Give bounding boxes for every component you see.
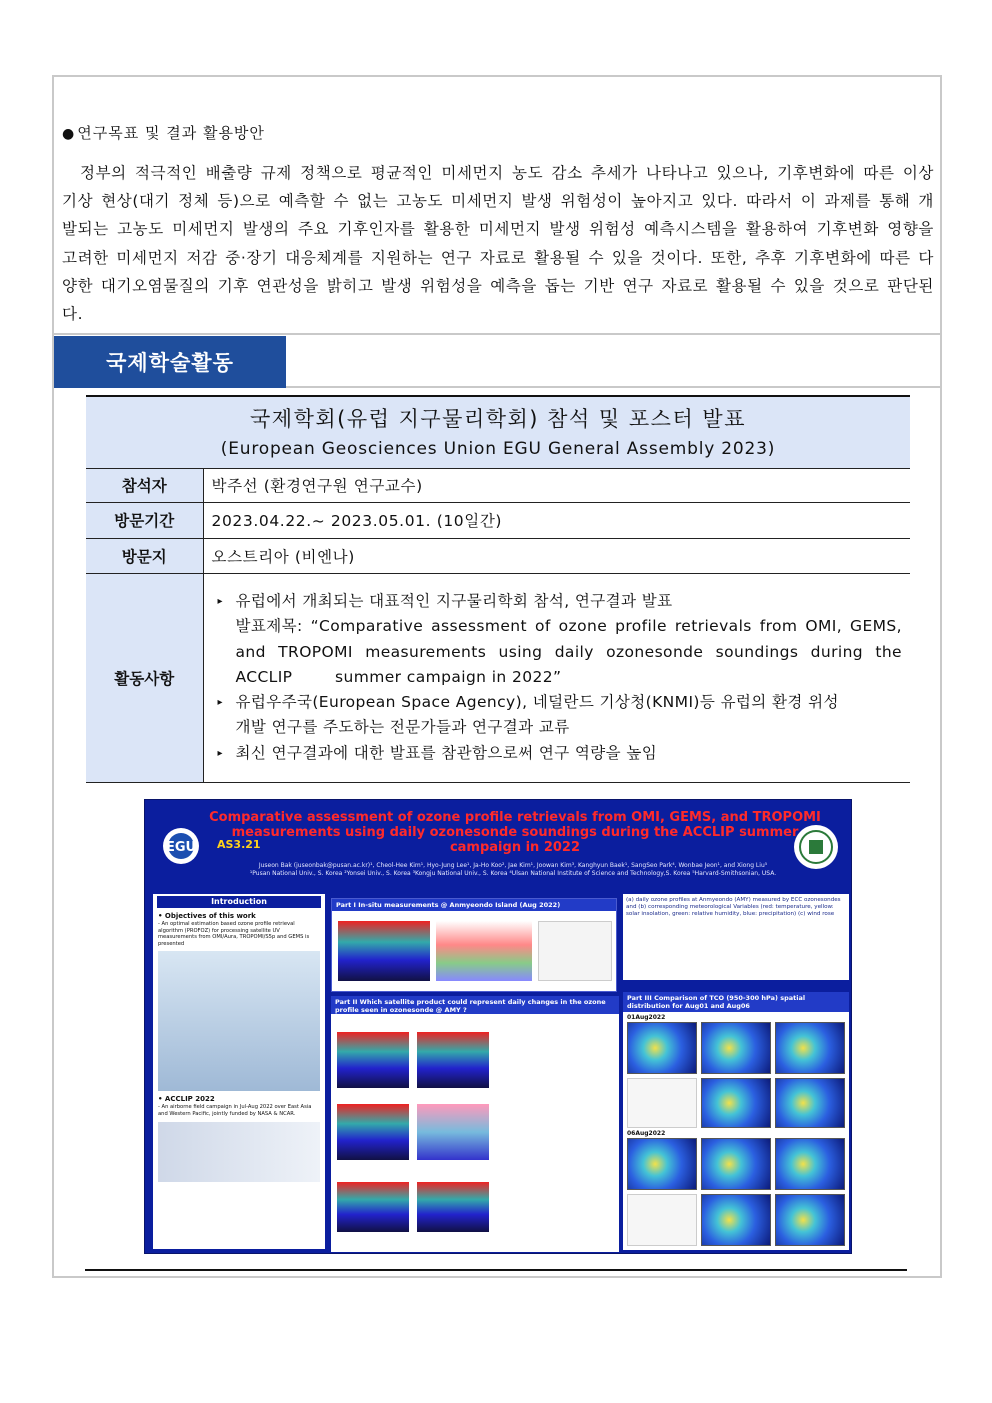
- triangle-bullet-icon: ▸: [217, 747, 223, 759]
- activity-item: ▸ 최신 연구결과에 대한 발표를 참관함으로써 연구 역량을 높임: [218, 741, 903, 766]
- korea-map-figure: [158, 951, 320, 1091]
- triangle-bullet-icon: ▸: [217, 596, 223, 608]
- triangle-bullet-icon: ▸: [217, 697, 223, 709]
- objective-body: 정부의 적극적인 배출량 규제 정책으로 평균적인 미세먼지 농도 감소 추세가 나타나고 있으나, 기후변화에 따른 이상 기상 현상(대기 정체 등)으로 예측할 수 없는 고농도 미세먼지 발생 위험성이 높아지고 있다. 따라서 이 과제를 통해 개발되는 고농도 미세먼지 발생의 주요 기후인자를 활용한 미세먼지 발생 위험성 예측시스템을 활용하여 기후변화 영향을 고려한 미세먼지 저감 중·장기 대응체계를 지원하는 연구 자료로 활용될 수 있을 것이다. 또한, 추후 기후변화에 따른 다양한 대기오염물질의 기후 연관성을 밝히고 발생 위험성을 예측을 돕는 기반 연구 자료로 활용될 수 있을 것으로 판단된다.: [62, 164, 935, 324]
- poster-intro-column: Introduction • Objectives of this work - An optimal estimation based ozone profile retrieval algorithm (PROFOZ) for processing satellite UV measurements from OMI/Aura, TROPOMI/S5p and GEMS is presented • ACCLIP 2022 - An airborne field campaign in Jul-Aug 2022 over East Asia and Western Pacific, jointly funded by NASA & NCAR.: [153, 894, 325, 1249]
- section-divider: [286, 386, 940, 388]
- poster-part1: Part I In-situ measurements @ Anmyeondo Island (Aug 2022): [331, 898, 617, 992]
- poster-authors: Juseon Bak (juseonbak@pusan.ac.kr)¹, Cheol-Hee Kim¹, Hyo-Jung Lee¹, Ja-Ho Koo², Jae Kim¹, Joowan Kim³, Kanghyun Baek¹, SangSeo Park⁴, Wonbae Jeon¹, and Xiong Liu⁵ ¹Pusan National Univ., S. Korea ²Yonsei Univ., S. Korea ³Kongju National Univ., S. Korea ⁴Ulsan National Institute of Science and Technology,S. Korea ⁵Harvard-Smithsonian, USA.: [249, 862, 777, 877]
- poster-title: Comparative assessment of ozone profile retrievals from OMI, GEMS, and TROPOMI measurements using daily ozonesonde soundings during the ACCLIP summer campaign in 2022: [209, 810, 821, 855]
- objective-section: [54, 77, 940, 335]
- objective-heading: ● 연구목표 및 결과 활용방안: [62, 124, 265, 142]
- place-label: 방문지: [86, 538, 203, 573]
- poster-part2: Part II Which satellite product could represent daily changes in the ozone profile seen in ozonesonde @ AMY ?: [331, 996, 619, 1252]
- attendee-label: 참석자: [86, 468, 203, 502]
- document-frame: [52, 75, 942, 1278]
- activity-item: ▸ 유럽에서 개최되는 대표적인 지구물리학회 참석, 연구결과 발표 발표제목: “Comparative assessment of ozone profile retrievals from OMI, GEMS, and TROPOMI measurements using daily ozonesonde soundings during the ACCLIP summer campaign in 2022”: [218, 589, 903, 690]
- activity-item: ▸ 유럽우주국(European Space Agency), 네덜란드 기상청(KNMI)등 유럽의 환경 위성 개발 연구를 주도하는 전문가들과 연구결과 교류: [218, 690, 903, 740]
- ozonesonde-plot: [338, 921, 430, 981]
- activity-label: 활동사항: [86, 573, 203, 782]
- event-title: 국제학회(유럽 지구물리학회) 참석 및 포스터 발표 (European Geosciences Union EGU General Assembly 2023): [86, 396, 910, 468]
- attendee-value: 박주선 (환경연구원 연구교수): [203, 468, 910, 502]
- meteorology-plot: [436, 921, 532, 981]
- poster-image: [144, 799, 852, 1254]
- activity-cell: [203, 573, 910, 782]
- period-label: 방문기간: [86, 502, 203, 538]
- bottom-divider: [85, 1269, 907, 1271]
- activity-list: [204, 589, 911, 765]
- section-title: 국제학술활동: [54, 336, 286, 388]
- acclip-figure: [158, 1122, 320, 1182]
- poster-code: AS3.21: [217, 838, 261, 851]
- wind-rose-plot: [538, 921, 612, 981]
- svg-text:EGU: EGU: [165, 840, 197, 855]
- place-value: 오스트리아 (비엔나): [203, 538, 910, 573]
- poster-part3: Part III Comparison of TCO (950-300 hPa) spatial distribution for Aug01 and Aug06 01Aug2022 06Aug2022: [623, 992, 849, 1250]
- egu-logo: [155, 826, 207, 866]
- period-value: 2023.04.22.~ 2023.05.01. (10일간): [203, 502, 910, 538]
- university-seal-icon: [793, 824, 839, 870]
- event-table: [86, 395, 910, 783]
- bullet-icon: ●: [62, 126, 76, 142]
- poster-description: (a) daily ozone profiles at Anmyeondo (AMY) measured by ECC ozonesondes and (b) corresponding meteorological Variables (red: temperature, yellow: solar insolation, green: relative humidity, blue: precipitation) (c) wind rose: [623, 894, 849, 980]
